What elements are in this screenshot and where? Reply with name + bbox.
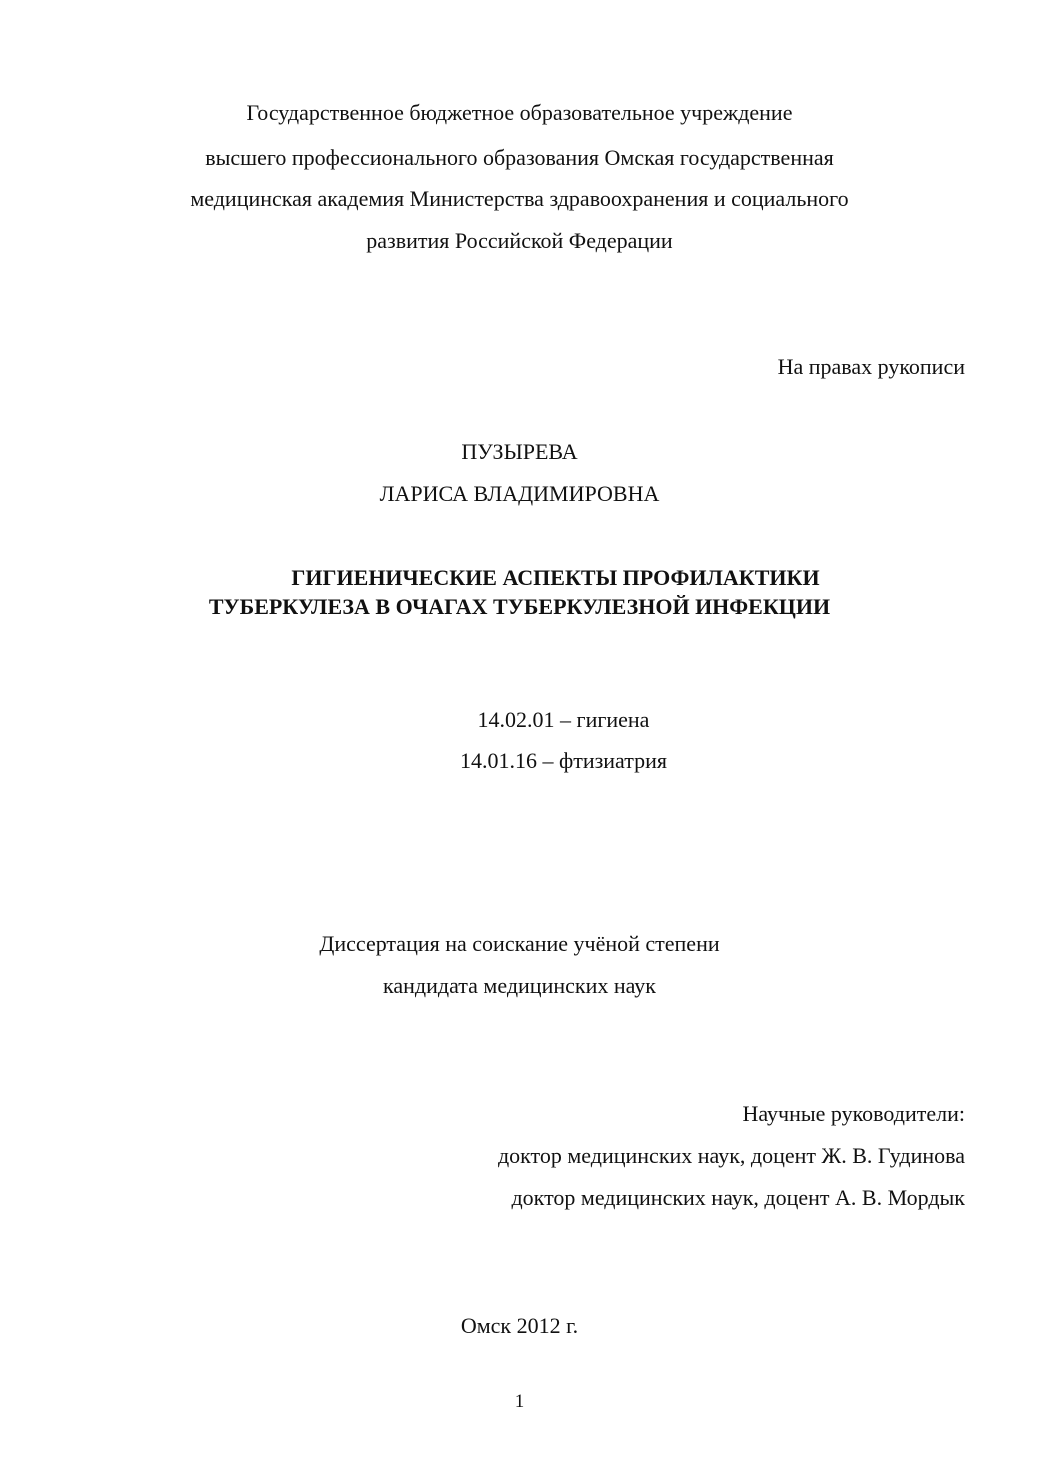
supervisor-1: доктор медицинских наук, доцент Ж. В. Гудинова bbox=[497, 1143, 965, 1168]
specialty-2: 14.01.16 – фтизиатрия bbox=[459, 748, 668, 773]
institution-line-1: Государственное бюджетное образовательное учреждение bbox=[246, 100, 793, 125]
supervisor-2: доктор медицинских наук, доцент А. В. Мордык bbox=[511, 1185, 965, 1210]
institution-line-4: развития Российской Федерации bbox=[366, 228, 673, 253]
degree-line-1: Диссертация на соискание учёной степени bbox=[319, 931, 720, 956]
manuscript-note: На правах рукописи bbox=[777, 354, 965, 379]
author-surname: ПУЗЫРЕВА bbox=[461, 439, 578, 464]
institution-line-2: высшего профессионального образования Омская государственная bbox=[205, 145, 834, 170]
institution-line-3: медицинская академия Министерства здравоохранения и социального bbox=[190, 186, 849, 211]
specialty-1: 14.02.01 – гигиена bbox=[477, 707, 650, 732]
city-year: Омск 2012 г. bbox=[460, 1313, 579, 1338]
title-line-2: ТУБЕРКУЛЕЗА В ОЧАГАХ ТУБЕРКУЛЕЗНОЙ ИНФЕКЦИИ bbox=[208, 594, 831, 619]
degree-line-2: кандидата медицинских наук bbox=[383, 973, 656, 998]
title-line-1: ГИГИЕНИЧЕСКИЕ АСПЕКТЫ ПРОФИЛАКТИКИ bbox=[291, 565, 820, 590]
author-given-names: ЛАРИСА ВЛАДИМИРОВНА bbox=[379, 481, 660, 506]
supervisors-heading: Научные руководители: bbox=[742, 1101, 965, 1126]
page-number: 1 bbox=[514, 1391, 525, 1412]
